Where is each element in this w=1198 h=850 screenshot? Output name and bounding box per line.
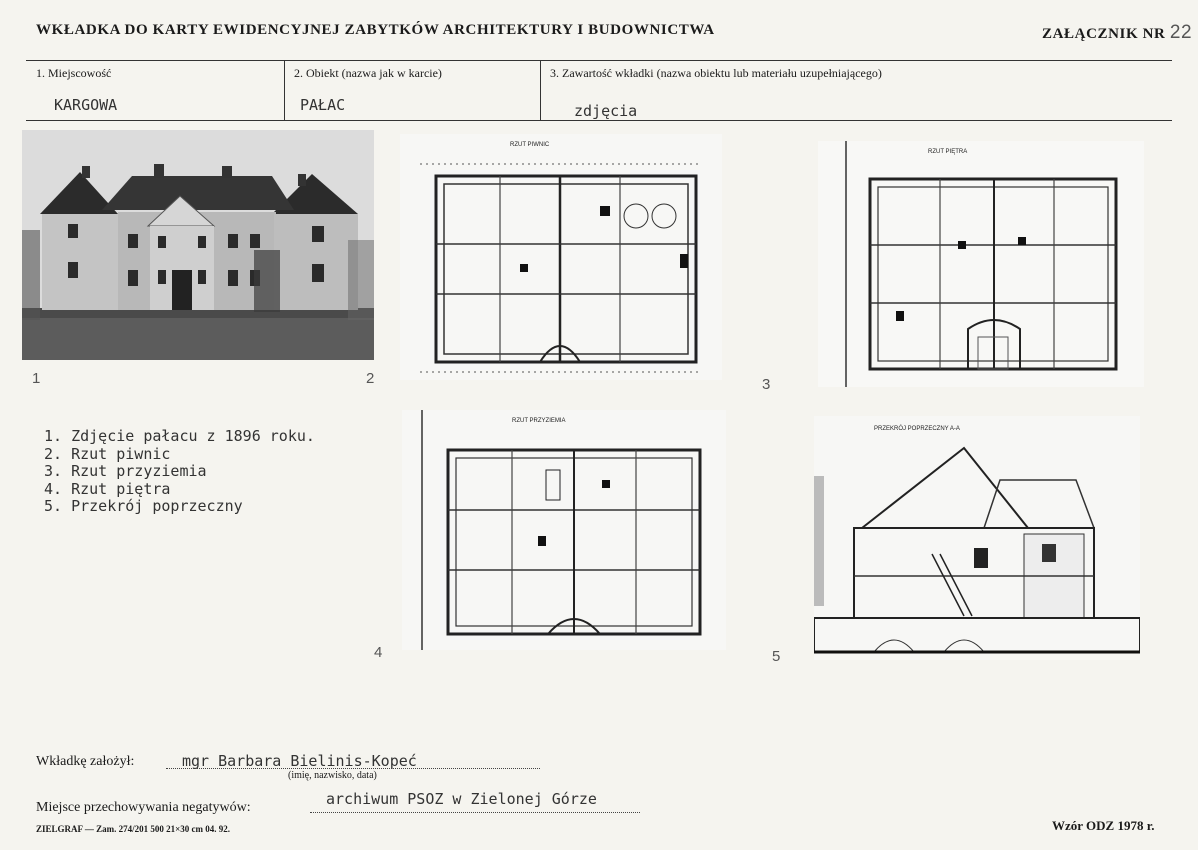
photo-legend [44, 428, 315, 516]
form-id: Wzór ODZ 1978 r. [1052, 818, 1155, 833]
content-label: 3. Zawartość wkładki (nazwa obiektu lub materiału uzupełniającego) [550, 66, 882, 80]
photo-number-3: 3 [762, 376, 771, 393]
photo-plan-upper [818, 141, 1144, 387]
legend-item: 3. Rzut przyziemia [44, 462, 207, 480]
legend-item: 4. Rzut piętra [44, 479, 171, 498]
palace-image [22, 130, 374, 360]
founder-label: Wkładkę założył: [36, 754, 135, 769]
storage-label: Miejsce przechowywania negatywów: [36, 800, 251, 815]
legend-item: 1. Zdjęcie pałacu z 1896 roku. [44, 427, 315, 445]
field-table-top-rule [26, 60, 1172, 61]
photo-number-1: 1 [32, 370, 41, 387]
photo-number-5: 5 [772, 648, 781, 665]
cellar-plan-drawing [400, 134, 722, 380]
content-value: zdjęcia [574, 102, 638, 120]
plan-title: RZUT PIĘTRA [928, 149, 968, 155]
storage-line [310, 812, 640, 813]
storage-value: archiwum PSOZ w Zielonej Górze [326, 790, 597, 808]
photo-cross-section [814, 416, 1140, 660]
object-label: 2. Obiekt (nazwa jak w karcie) [294, 66, 442, 80]
photo-palace-1896 [22, 130, 374, 360]
legend-item: 2. Rzut piwnic [44, 444, 171, 463]
founder-line [166, 768, 540, 769]
plan-title: RZUT PIWNIC [510, 142, 550, 148]
object-value: PAŁAC [300, 96, 346, 114]
photo-number-4: 4 [374, 644, 383, 661]
field-table-bottom-rule [26, 120, 1172, 121]
plan-title: RZUT PRZYZIEMIA [512, 418, 566, 424]
attachment-label: ZAŁĄCZNIK NR 22 [1042, 22, 1193, 43]
photo-plan-ground [402, 410, 726, 650]
founder-value: mgr Barbara Bielinis-Kopeć [182, 752, 417, 770]
founder-hint: (imię, nazwisko, data) [288, 770, 377, 781]
photo-number-2: 2 [366, 370, 375, 387]
ground-plan-drawing [402, 410, 726, 650]
locality-label: 1. Miejscowość [36, 66, 112, 80]
section-title: PRZEKRÓJ POPRZECZNY A-A [874, 426, 960, 432]
upper-plan-drawing [818, 141, 1144, 387]
print-info: ZIELGRAF — Zam. 274/201 500 21×30 cm 04. 92. [36, 824, 231, 834]
photo-plan-cellar [400, 134, 722, 380]
cross-section-drawing [814, 416, 1140, 660]
legend-item: 5. Przekrój poprzeczny [44, 497, 243, 515]
card-title: WKŁADKA DO KARTY EWIDENCYJNEJ ZABYTKÓW ARCHITEKTURY I BUDOWNICTWA [36, 22, 715, 38]
field-divider [284, 60, 285, 120]
field-divider [540, 60, 541, 120]
locality-value: KARGOWA [54, 96, 118, 114]
attachment-number: 22 [1169, 22, 1193, 43]
